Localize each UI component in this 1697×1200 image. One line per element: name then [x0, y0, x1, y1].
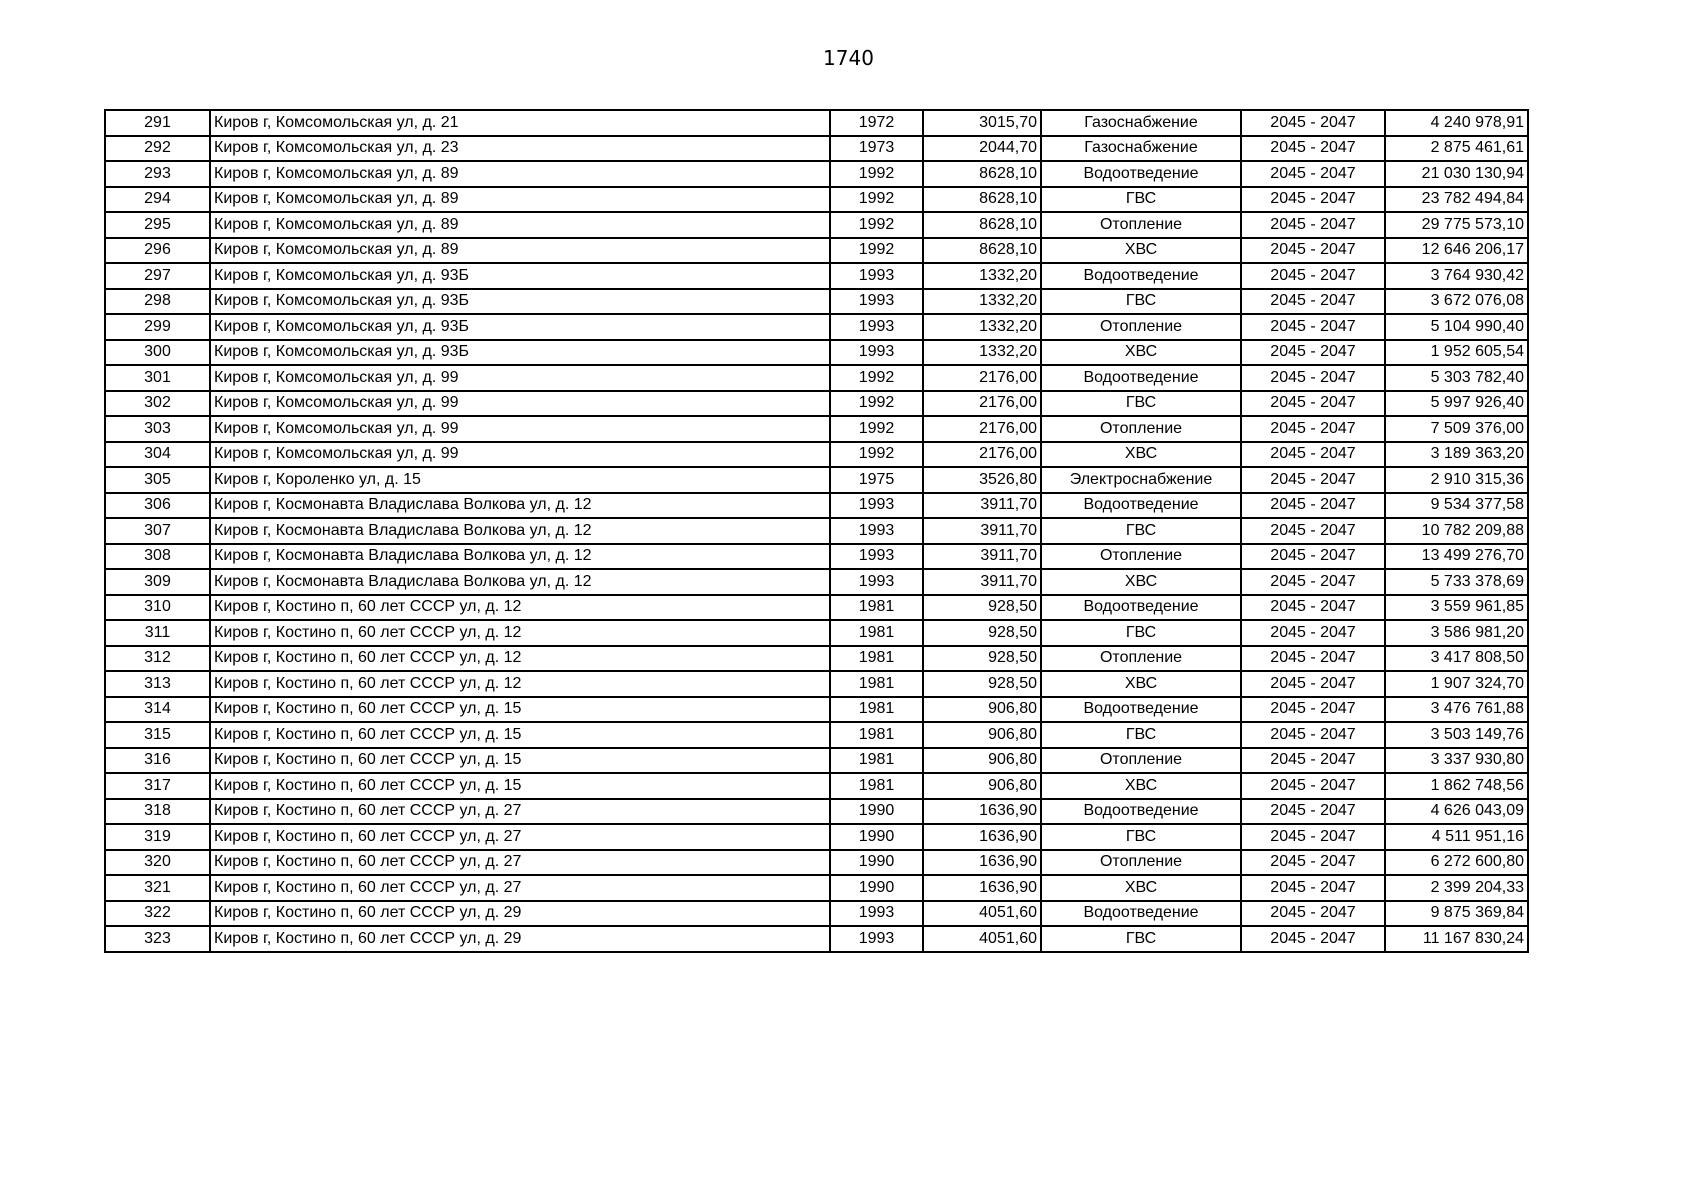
address-cell: Киров г, Комсомольская ул, д. 99 — [210, 442, 830, 468]
area-cell: 3526,80 — [923, 467, 1041, 493]
table-row — [105, 697, 1528, 723]
row-number-cell: 320 — [105, 850, 210, 876]
period-cell: 2045 - 2047 — [1241, 722, 1385, 748]
work-type-cell: Водоотведение — [1041, 161, 1241, 187]
work-type-cell: ХВС — [1041, 238, 1241, 264]
cost-cell: 4 511 951,16 — [1385, 824, 1528, 850]
work-type-cell: Газоснабжение — [1041, 136, 1241, 162]
address-cell: Киров г, Костино п, 60 лет СССР ул, д. 12 — [210, 671, 830, 697]
period-cell: 2045 - 2047 — [1241, 161, 1385, 187]
work-type-cell: Водоотведение — [1041, 901, 1241, 927]
period-cell: 2045 - 2047 — [1241, 136, 1385, 162]
year-built-cell: 1992 — [830, 238, 923, 264]
work-type-cell: Водоотведение — [1041, 263, 1241, 289]
work-type-cell: ХВС — [1041, 671, 1241, 697]
address-cell: Киров г, Костино п, 60 лет СССР ул, д. 12 — [210, 620, 830, 646]
work-type-cell: Отопление — [1041, 646, 1241, 672]
table-row — [105, 926, 1528, 952]
cost-cell: 9 875 369,84 — [1385, 901, 1528, 927]
year-built-cell: 1993 — [830, 926, 923, 952]
period-cell: 2045 - 2047 — [1241, 697, 1385, 723]
work-type-cell: Электроснабжение — [1041, 467, 1241, 493]
period-cell: 2045 - 2047 — [1241, 748, 1385, 774]
area-cell: 3911,70 — [923, 544, 1041, 570]
area-cell: 8628,10 — [923, 238, 1041, 264]
address-cell: Киров г, Костино п, 60 лет СССР ул, д. 27 — [210, 824, 830, 850]
area-cell: 4051,60 — [923, 901, 1041, 927]
year-built-cell: 1993 — [830, 493, 923, 519]
work-type-cell: ГВС — [1041, 722, 1241, 748]
table-row — [105, 901, 1528, 927]
area-cell: 928,50 — [923, 646, 1041, 672]
cost-cell: 4 240 978,91 — [1385, 110, 1528, 136]
year-built-cell: 1990 — [830, 799, 923, 825]
table-row — [105, 875, 1528, 901]
registry-table — [104, 109, 1529, 953]
address-cell: Киров г, Комсомольская ул, д. 89 — [210, 187, 830, 213]
cost-cell: 29 775 573,10 — [1385, 212, 1528, 238]
year-built-cell: 1993 — [830, 901, 923, 927]
row-number-cell: 311 — [105, 620, 210, 646]
cost-cell: 2 875 461,61 — [1385, 136, 1528, 162]
area-cell: 2044,70 — [923, 136, 1041, 162]
row-number-cell: 300 — [105, 340, 210, 366]
row-number-cell: 291 — [105, 110, 210, 136]
cost-cell: 9 534 377,58 — [1385, 493, 1528, 519]
address-cell: Киров г, Комсомольская ул, д. 89 — [210, 161, 830, 187]
table-row — [105, 850, 1528, 876]
work-type-cell: ГВС — [1041, 187, 1241, 213]
row-number-cell: 314 — [105, 697, 210, 723]
address-cell: Киров г, Костино п, 60 лет СССР ул, д. 29 — [210, 901, 830, 927]
row-number-cell: 303 — [105, 416, 210, 442]
table-row — [105, 493, 1528, 519]
area-cell: 906,80 — [923, 722, 1041, 748]
address-cell: Киров г, Костино п, 60 лет СССР ул, д. 29 — [210, 926, 830, 952]
period-cell: 2045 - 2047 — [1241, 773, 1385, 799]
row-number-cell: 323 — [105, 926, 210, 952]
address-cell: Киров г, Космонавта Владислава Волкова ул, д. 12 — [210, 544, 830, 570]
address-cell: Киров г, Костино п, 60 лет СССР ул, д. 12 — [210, 595, 830, 621]
work-type-cell: Отопление — [1041, 850, 1241, 876]
address-cell: Киров г, Комсомольская ул, д. 99 — [210, 391, 830, 417]
area-cell: 1332,20 — [923, 314, 1041, 340]
table-row — [105, 340, 1528, 366]
period-cell: 2045 - 2047 — [1241, 365, 1385, 391]
year-built-cell: 1992 — [830, 161, 923, 187]
work-type-cell: ГВС — [1041, 620, 1241, 646]
cost-cell: 3 417 808,50 — [1385, 646, 1528, 672]
period-cell: 2045 - 2047 — [1241, 850, 1385, 876]
work-type-cell: Водоотведение — [1041, 595, 1241, 621]
address-cell: Киров г, Костино п, 60 лет СССР ул, д. 15 — [210, 697, 830, 723]
area-cell: 1636,90 — [923, 799, 1041, 825]
table-row — [105, 824, 1528, 850]
year-built-cell: 1993 — [830, 544, 923, 570]
area-cell: 1332,20 — [923, 289, 1041, 315]
year-built-cell: 1993 — [830, 340, 923, 366]
row-number-cell: 295 — [105, 212, 210, 238]
year-built-cell: 1990 — [830, 824, 923, 850]
area-cell: 1636,90 — [923, 824, 1041, 850]
year-built-cell: 1993 — [830, 569, 923, 595]
cost-cell: 3 337 930,80 — [1385, 748, 1528, 774]
table-row — [105, 238, 1528, 264]
address-cell: Киров г, Комсомольская ул, д. 89 — [210, 212, 830, 238]
table-row — [105, 442, 1528, 468]
work-type-cell: ГВС — [1041, 391, 1241, 417]
cost-cell: 11 167 830,24 — [1385, 926, 1528, 952]
area-cell: 3911,70 — [923, 569, 1041, 595]
cost-cell: 13 499 276,70 — [1385, 544, 1528, 570]
address-cell: Киров г, Космонавта Владислава Волкова ул, д. 12 — [210, 493, 830, 519]
period-cell: 2045 - 2047 — [1241, 824, 1385, 850]
cost-cell: 1 862 748,56 — [1385, 773, 1528, 799]
area-cell: 928,50 — [923, 671, 1041, 697]
period-cell: 2045 - 2047 — [1241, 238, 1385, 264]
area-cell: 2176,00 — [923, 416, 1041, 442]
cost-cell: 4 626 043,09 — [1385, 799, 1528, 825]
address-cell: Киров г, Костино п, 60 лет СССР ул, д. 27 — [210, 799, 830, 825]
period-cell: 2045 - 2047 — [1241, 544, 1385, 570]
cost-cell: 23 782 494,84 — [1385, 187, 1528, 213]
area-cell: 8628,10 — [923, 187, 1041, 213]
table-row — [105, 518, 1528, 544]
area-cell: 3015,70 — [923, 110, 1041, 136]
row-number-cell: 317 — [105, 773, 210, 799]
table-row — [105, 799, 1528, 825]
row-number-cell: 293 — [105, 161, 210, 187]
period-cell: 2045 - 2047 — [1241, 391, 1385, 417]
cost-cell: 3 764 930,42 — [1385, 263, 1528, 289]
cost-cell: 10 782 209,88 — [1385, 518, 1528, 544]
year-built-cell: 1973 — [830, 136, 923, 162]
period-cell: 2045 - 2047 — [1241, 620, 1385, 646]
table-row — [105, 391, 1528, 417]
address-cell: Киров г, Комсомольская ул, д. 21 — [210, 110, 830, 136]
table-row — [105, 569, 1528, 595]
work-type-cell: ХВС — [1041, 340, 1241, 366]
year-built-cell: 1993 — [830, 314, 923, 340]
row-number-cell: 313 — [105, 671, 210, 697]
table-row — [105, 212, 1528, 238]
year-built-cell: 1992 — [830, 212, 923, 238]
period-cell: 2045 - 2047 — [1241, 263, 1385, 289]
period-cell: 2045 - 2047 — [1241, 901, 1385, 927]
row-number-cell: 302 — [105, 391, 210, 417]
area-cell: 1332,20 — [923, 263, 1041, 289]
row-number-cell: 296 — [105, 238, 210, 264]
work-type-cell: ХВС — [1041, 569, 1241, 595]
year-built-cell: 1992 — [830, 365, 923, 391]
year-built-cell: 1981 — [830, 671, 923, 697]
row-number-cell: 298 — [105, 289, 210, 315]
period-cell: 2045 - 2047 — [1241, 671, 1385, 697]
cost-cell: 5 997 926,40 — [1385, 391, 1528, 417]
cost-cell: 5 303 782,40 — [1385, 365, 1528, 391]
year-built-cell: 1972 — [830, 110, 923, 136]
work-type-cell: Водоотведение — [1041, 799, 1241, 825]
year-built-cell: 1992 — [830, 442, 923, 468]
row-number-cell: 315 — [105, 722, 210, 748]
period-cell: 2045 - 2047 — [1241, 110, 1385, 136]
period-cell: 2045 - 2047 — [1241, 518, 1385, 544]
cost-cell: 6 272 600,80 — [1385, 850, 1528, 876]
work-type-cell: Отопление — [1041, 314, 1241, 340]
work-type-cell: Отопление — [1041, 748, 1241, 774]
year-built-cell: 1981 — [830, 620, 923, 646]
work-type-cell: ГВС — [1041, 926, 1241, 952]
table-row — [105, 416, 1528, 442]
period-cell: 2045 - 2047 — [1241, 467, 1385, 493]
address-cell: Киров г, Космонавта Владислава Волкова ул, д. 12 — [210, 569, 830, 595]
table-row — [105, 467, 1528, 493]
address-cell: Киров г, Комсомольская ул, д. 89 — [210, 238, 830, 264]
year-built-cell: 1993 — [830, 263, 923, 289]
table-row — [105, 187, 1528, 213]
row-number-cell: 322 — [105, 901, 210, 927]
address-cell: Киров г, Комсомольская ул, д. 93Б — [210, 340, 830, 366]
address-cell: Киров г, Комсомольская ул, д. 99 — [210, 416, 830, 442]
area-cell: 8628,10 — [923, 212, 1041, 238]
row-number-cell: 319 — [105, 824, 210, 850]
cost-cell: 21 030 130,94 — [1385, 161, 1528, 187]
cost-cell: 5 104 990,40 — [1385, 314, 1528, 340]
work-type-cell: ГВС — [1041, 289, 1241, 315]
work-type-cell: Отопление — [1041, 416, 1241, 442]
table-row — [105, 773, 1528, 799]
cost-cell: 7 509 376,00 — [1385, 416, 1528, 442]
table-row — [105, 671, 1528, 697]
cost-cell: 3 586 981,20 — [1385, 620, 1528, 646]
cost-cell: 3 559 961,85 — [1385, 595, 1528, 621]
cost-cell: 3 503 149,76 — [1385, 722, 1528, 748]
cost-cell: 2 399 204,33 — [1385, 875, 1528, 901]
row-number-cell: 318 — [105, 799, 210, 825]
work-type-cell: ГВС — [1041, 824, 1241, 850]
year-built-cell: 1990 — [830, 850, 923, 876]
period-cell: 2045 - 2047 — [1241, 646, 1385, 672]
work-type-cell: ХВС — [1041, 875, 1241, 901]
period-cell: 2045 - 2047 — [1241, 569, 1385, 595]
area-cell: 2176,00 — [923, 391, 1041, 417]
period-cell: 2045 - 2047 — [1241, 314, 1385, 340]
year-built-cell: 1992 — [830, 416, 923, 442]
area-cell: 2176,00 — [923, 442, 1041, 468]
table-row — [105, 136, 1528, 162]
row-number-cell: 304 — [105, 442, 210, 468]
table-row — [105, 289, 1528, 315]
area-cell: 906,80 — [923, 773, 1041, 799]
address-cell: Киров г, Комсомольская ул, д. 23 — [210, 136, 830, 162]
period-cell: 2045 - 2047 — [1241, 416, 1385, 442]
row-number-cell: 310 — [105, 595, 210, 621]
table-row — [105, 365, 1528, 391]
page-number: 1740 — [823, 46, 874, 70]
table-row — [105, 110, 1528, 136]
period-cell: 2045 - 2047 — [1241, 799, 1385, 825]
cost-cell: 3 476 761,88 — [1385, 697, 1528, 723]
year-built-cell: 1981 — [830, 697, 923, 723]
row-number-cell: 312 — [105, 646, 210, 672]
row-number-cell: 306 — [105, 493, 210, 519]
area-cell: 4051,60 — [923, 926, 1041, 952]
area-cell: 1332,20 — [923, 340, 1041, 366]
year-built-cell: 1981 — [830, 773, 923, 799]
cost-cell: 2 910 315,36 — [1385, 467, 1528, 493]
work-type-cell: Газоснабжение — [1041, 110, 1241, 136]
year-built-cell: 1981 — [830, 722, 923, 748]
table-row — [105, 263, 1528, 289]
address-cell: Киров г, Костино п, 60 лет СССР ул, д. 15 — [210, 748, 830, 774]
work-type-cell: Отопление — [1041, 212, 1241, 238]
table-row — [105, 161, 1528, 187]
row-number-cell: 305 — [105, 467, 210, 493]
period-cell: 2045 - 2047 — [1241, 595, 1385, 621]
cost-cell: 1 907 324,70 — [1385, 671, 1528, 697]
row-number-cell: 292 — [105, 136, 210, 162]
address-cell: Киров г, Костино п, 60 лет СССР ул, д. 27 — [210, 850, 830, 876]
address-cell: Киров г, Короленко ул, д. 15 — [210, 467, 830, 493]
table-row — [105, 595, 1528, 621]
year-built-cell: 1992 — [830, 391, 923, 417]
table-row — [105, 646, 1528, 672]
work-type-cell: ХВС — [1041, 442, 1241, 468]
row-number-cell: 294 — [105, 187, 210, 213]
work-type-cell: ХВС — [1041, 773, 1241, 799]
cost-cell: 5 733 378,69 — [1385, 569, 1528, 595]
row-number-cell: 297 — [105, 263, 210, 289]
area-cell: 928,50 — [923, 620, 1041, 646]
address-cell: Киров г, Комсомольская ул, д. 93Б — [210, 263, 830, 289]
table-row — [105, 544, 1528, 570]
work-type-cell: Водоотведение — [1041, 365, 1241, 391]
period-cell: 2045 - 2047 — [1241, 493, 1385, 519]
table-row — [105, 722, 1528, 748]
address-cell: Киров г, Комсомольская ул, д. 93Б — [210, 289, 830, 315]
work-type-cell: Водоотведение — [1041, 697, 1241, 723]
area-cell: 3911,70 — [923, 493, 1041, 519]
year-built-cell: 1981 — [830, 646, 923, 672]
area-cell: 3911,70 — [923, 518, 1041, 544]
area-cell: 906,80 — [923, 697, 1041, 723]
address-cell: Киров г, Костино п, 60 лет СССР ул, д. 12 — [210, 646, 830, 672]
work-type-cell: Отопление — [1041, 544, 1241, 570]
area-cell: 8628,10 — [923, 161, 1041, 187]
table-row — [105, 748, 1528, 774]
area-cell: 1636,90 — [923, 875, 1041, 901]
table-row — [105, 314, 1528, 340]
cost-cell: 12 646 206,17 — [1385, 238, 1528, 264]
area-cell: 906,80 — [923, 748, 1041, 774]
year-built-cell: 1993 — [830, 289, 923, 315]
period-cell: 2045 - 2047 — [1241, 212, 1385, 238]
period-cell: 2045 - 2047 — [1241, 875, 1385, 901]
row-number-cell: 301 — [105, 365, 210, 391]
row-number-cell: 299 — [105, 314, 210, 340]
work-type-cell: ГВС — [1041, 518, 1241, 544]
period-cell: 2045 - 2047 — [1241, 289, 1385, 315]
cost-cell: 3 672 076,08 — [1385, 289, 1528, 315]
area-cell: 928,50 — [923, 595, 1041, 621]
year-built-cell: 1981 — [830, 748, 923, 774]
address-cell: Киров г, Комсомольская ул, д. 93Б — [210, 314, 830, 340]
address-cell: Киров г, Костино п, 60 лет СССР ул, д. 15 — [210, 722, 830, 748]
period-cell: 2045 - 2047 — [1241, 926, 1385, 952]
period-cell: 2045 - 2047 — [1241, 442, 1385, 468]
year-built-cell: 1981 — [830, 595, 923, 621]
address-cell: Киров г, Комсомольская ул, д. 99 — [210, 365, 830, 391]
year-built-cell: 1990 — [830, 875, 923, 901]
cost-cell: 3 189 363,20 — [1385, 442, 1528, 468]
year-built-cell: 1975 — [830, 467, 923, 493]
registry-table-body — [105, 110, 1528, 952]
year-built-cell: 1993 — [830, 518, 923, 544]
row-number-cell: 316 — [105, 748, 210, 774]
work-type-cell: Водоотведение — [1041, 493, 1241, 519]
area-cell: 1636,90 — [923, 850, 1041, 876]
year-built-cell: 1992 — [830, 187, 923, 213]
address-cell: Киров г, Костино п, 60 лет СССР ул, д. 15 — [210, 773, 830, 799]
address-cell: Киров г, Космонавта Владислава Волкова ул, д. 12 — [210, 518, 830, 544]
row-number-cell: 308 — [105, 544, 210, 570]
row-number-cell: 309 — [105, 569, 210, 595]
period-cell: 2045 - 2047 — [1241, 340, 1385, 366]
period-cell: 2045 - 2047 — [1241, 187, 1385, 213]
cost-cell: 1 952 605,54 — [1385, 340, 1528, 366]
address-cell: Киров г, Костино п, 60 лет СССР ул, д. 27 — [210, 875, 830, 901]
row-number-cell: 321 — [105, 875, 210, 901]
row-number-cell: 307 — [105, 518, 210, 544]
table-row — [105, 620, 1528, 646]
area-cell: 2176,00 — [923, 365, 1041, 391]
